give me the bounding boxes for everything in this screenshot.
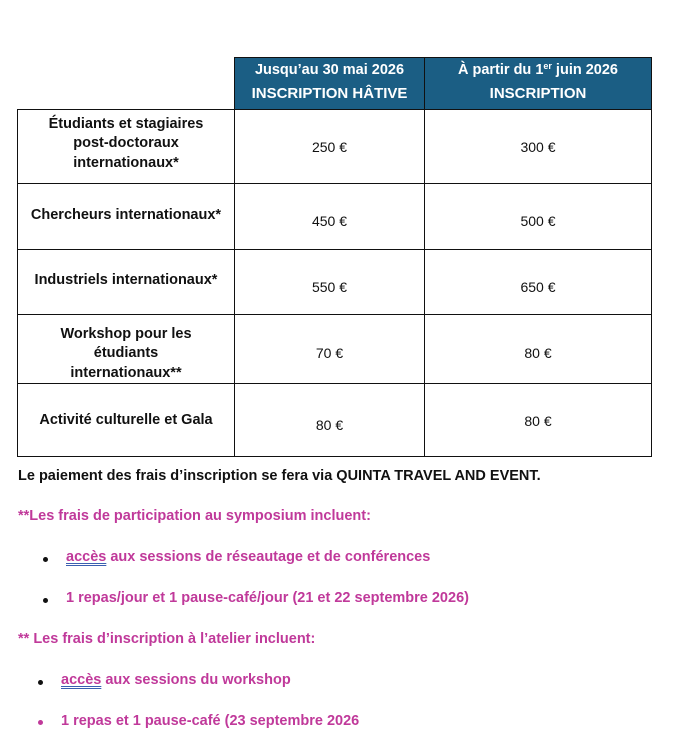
underlined-word: accès (66, 549, 107, 565)
category-label: Chercheurs internationaux* (30, 206, 222, 223)
workshop-item-2: 1 repas et 1 pause-café (23 septembre 2026 (61, 713, 360, 729)
header-regular-date-sup: er (543, 61, 552, 71)
workshop-item-1 (61, 672, 291, 688)
header-early-date: Jusqu’au 30 mai 2026 (254, 62, 405, 78)
payment-note: Le paiement des frais d’inscription se fera via QUINTA TRAVEL AND EVENT. (18, 468, 541, 484)
category-cell (18, 384, 235, 457)
workshop-heading: ** Les frais d’inscription à l’atelier incluent: (18, 631, 316, 647)
symposium-item-1 (66, 549, 430, 565)
category-label: Activité culturelle et Gala (39, 412, 213, 428)
regular-price: 80 € (524, 344, 552, 361)
bullet-icon (38, 720, 43, 725)
header-early-label: INSCRIPTION HÂTIVE (251, 85, 408, 102)
header-regular-date (425, 61, 651, 79)
category-label: Étudiants et stagiaires post-doctoraux internationaux* (48, 115, 204, 171)
fees-table (17, 57, 652, 457)
early-price-cell (235, 109, 425, 183)
regular-price-cell (425, 183, 652, 249)
underlined-word: accès (61, 672, 102, 688)
regular-price-cell (425, 314, 652, 384)
header-regular-date-pre: À partir du 1 (457, 62, 544, 78)
regular-price: 500 € (520, 212, 556, 229)
regular-price-cell (425, 109, 652, 183)
header-early-registration (235, 58, 425, 110)
early-price: 250 € (311, 138, 348, 155)
symposium-heading: **Les frais de participation au symposium incluent: (18, 508, 371, 524)
header-blank-cell (18, 58, 235, 110)
table-row (18, 249, 652, 314)
early-price-cell (235, 314, 425, 384)
table-header-row (18, 58, 652, 110)
early-price-cell (235, 384, 425, 457)
header-regular-date-post: juin 2026 (551, 62, 618, 78)
table-row (18, 183, 652, 249)
header-regular-label: INSCRIPTION (489, 85, 587, 102)
category-cell (18, 183, 235, 249)
category-label: Workshop pour les étudiants internationaux** (60, 325, 192, 381)
bullet-icon (38, 680, 43, 685)
early-price: 70 € (315, 344, 344, 361)
table-row (18, 314, 652, 384)
regular-price: 80 € (524, 413, 552, 429)
early-price: 450 € (311, 212, 348, 229)
table-row (18, 384, 652, 457)
bullet-icon (43, 557, 48, 562)
regular-price: 650 € (520, 278, 556, 295)
regular-price-cell (425, 249, 652, 314)
item-text: aux sessions de réseautage et de conférences (106, 549, 431, 565)
category-label: Industriels internationaux* (34, 271, 218, 288)
early-price: 80 € (315, 417, 344, 433)
early-price: 550 € (311, 278, 348, 295)
category-cell (18, 314, 235, 384)
header-regular-registration (425, 58, 652, 110)
early-price-cell (235, 183, 425, 249)
symposium-item-2: 1 repas/jour et 1 pause-café/jour (21 et 22 septembre 2026) (66, 590, 469, 606)
table-row (18, 109, 652, 183)
category-cell (18, 109, 235, 183)
bullet-icon (43, 598, 48, 603)
regular-price: 300 € (520, 138, 556, 155)
item-text: aux sessions du workshop (101, 672, 291, 688)
early-price-cell (235, 249, 425, 314)
regular-price-cell (425, 384, 652, 457)
category-cell (18, 249, 235, 314)
